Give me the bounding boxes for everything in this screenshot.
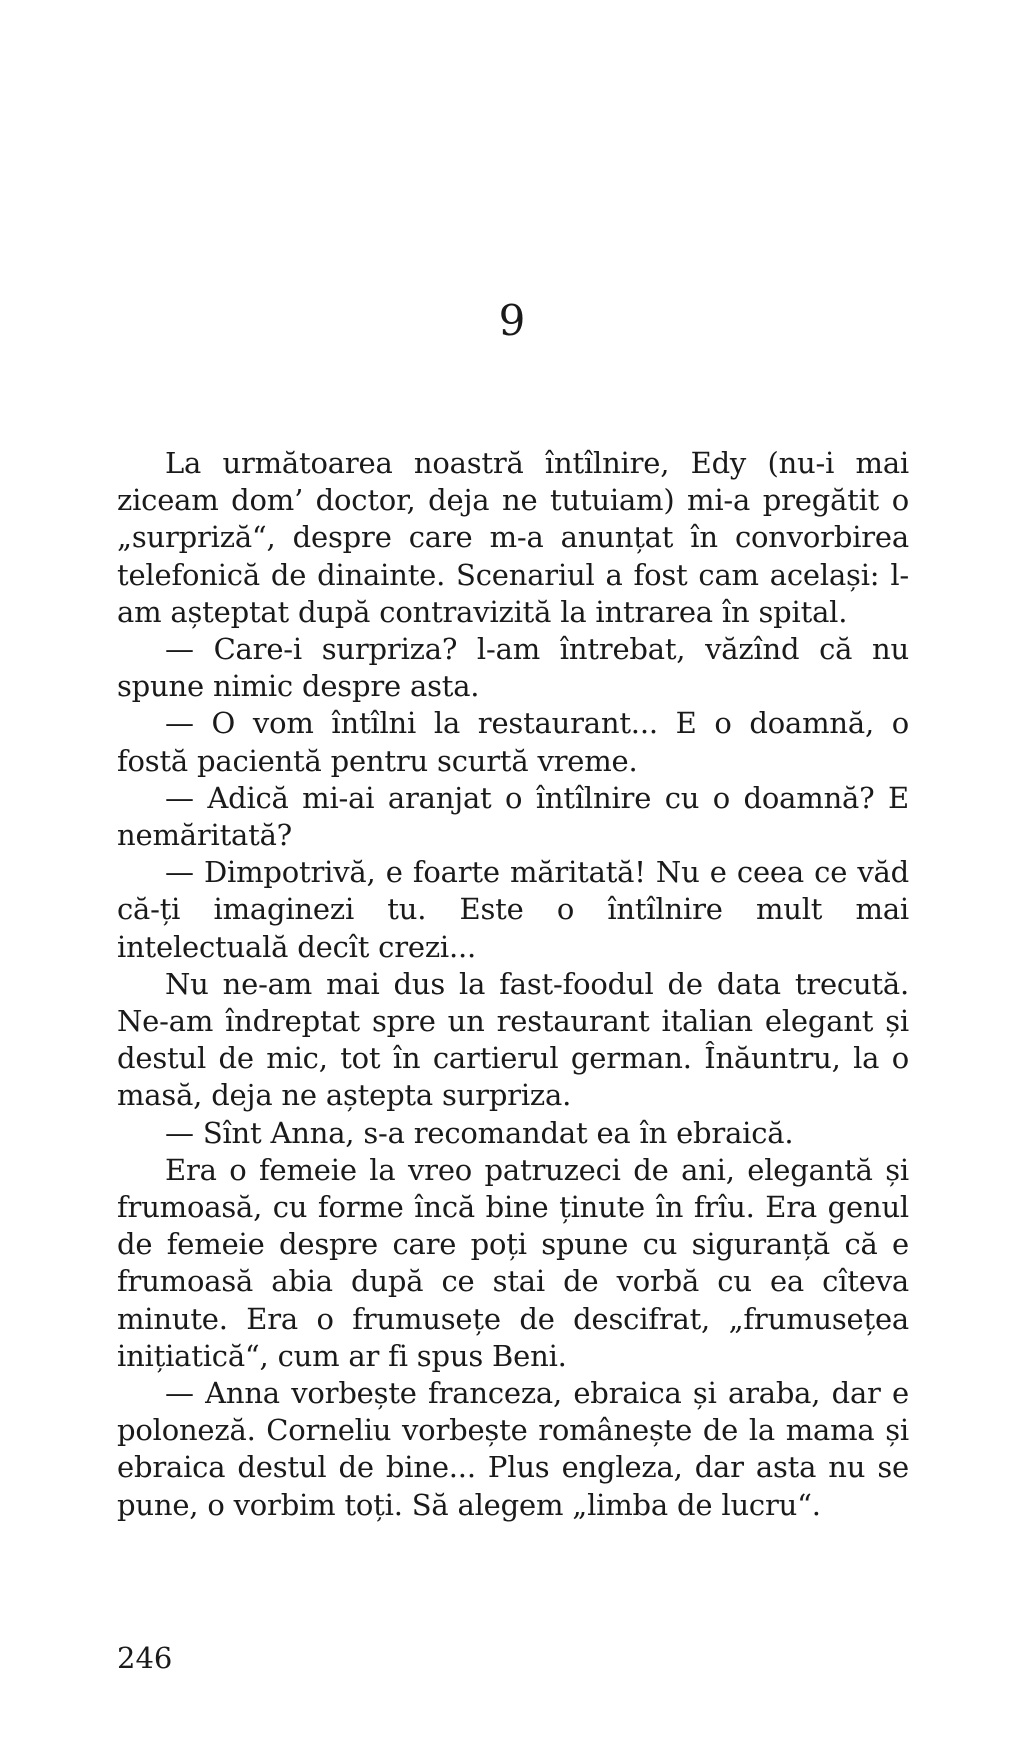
page-number: 246 bbox=[117, 1641, 173, 1675]
paragraph: — Sînt Anna, s-a recomandat ea în ebraică. bbox=[165, 1115, 794, 1150]
paragraph: Nu ne-am mai dus la fast-foodul de data trecută. Ne-am îndreptat spre un restaurant italian elegant și destul de mic, tot în cartierul german. Înăuntru, la o masă, deja ne aștepta surpriza. bbox=[117, 966, 909, 1113]
paragraph: — Anna vorbește franceza, ebraica și araba, dar e poloneză. Corneliu vorbește românește de la mama și ebraica destul de bine... Plus engleza, dar asta nu se pune, o vorbim toți. Să alegem „limba de lucru“. bbox=[117, 1376, 909, 1522]
paragraph: — O vom întîlni la restaurant... E o doamnă, o fostă pacientă pentru scurtă vreme. bbox=[117, 706, 909, 778]
body-text bbox=[117, 445, 909, 1524]
paragraph: — Adică mi-ai aranjat o întîlnire cu o doamnă? E nemăritată? bbox=[117, 780, 909, 853]
paragraph: — Care-i surpriza? l-am întrebat, văzînd că nu spune nimic despre asta. bbox=[117, 632, 909, 704]
chapter-number: 9 bbox=[498, 296, 526, 345]
paragraph: — Dimpotrivă, e foarte măritată! Nu e ceea ce văd că-ți imaginezi tu. Este o întîlnire mult mai intelectuală decît crezi... bbox=[117, 855, 909, 964]
paragraph: Era o femeie la vreo patruzeci de ani, elegantă și frumoasă, cu forme încă bine ținute în frîu. Era genul de femeie despre care poți spune cu siguranță că e frumoasă abia după ce stai de vorbă cu ea cîteva minute. Era o frumusețe de descifrat, „frumusețea inițiatică“, cum ar fi spus Beni. bbox=[117, 1152, 909, 1373]
paragraph: La următoarea noastră întîlnire, Edy (nu-i mai ziceam dom’ doctor, deja ne tutuiam) mi-a pregătit o „surpriză“, despre care m-a anunțat în convorbirea telefonică de dinainte. Scenariul a fost cam același: l-am așteptat după contravizită la intrarea în spital. bbox=[117, 446, 909, 629]
